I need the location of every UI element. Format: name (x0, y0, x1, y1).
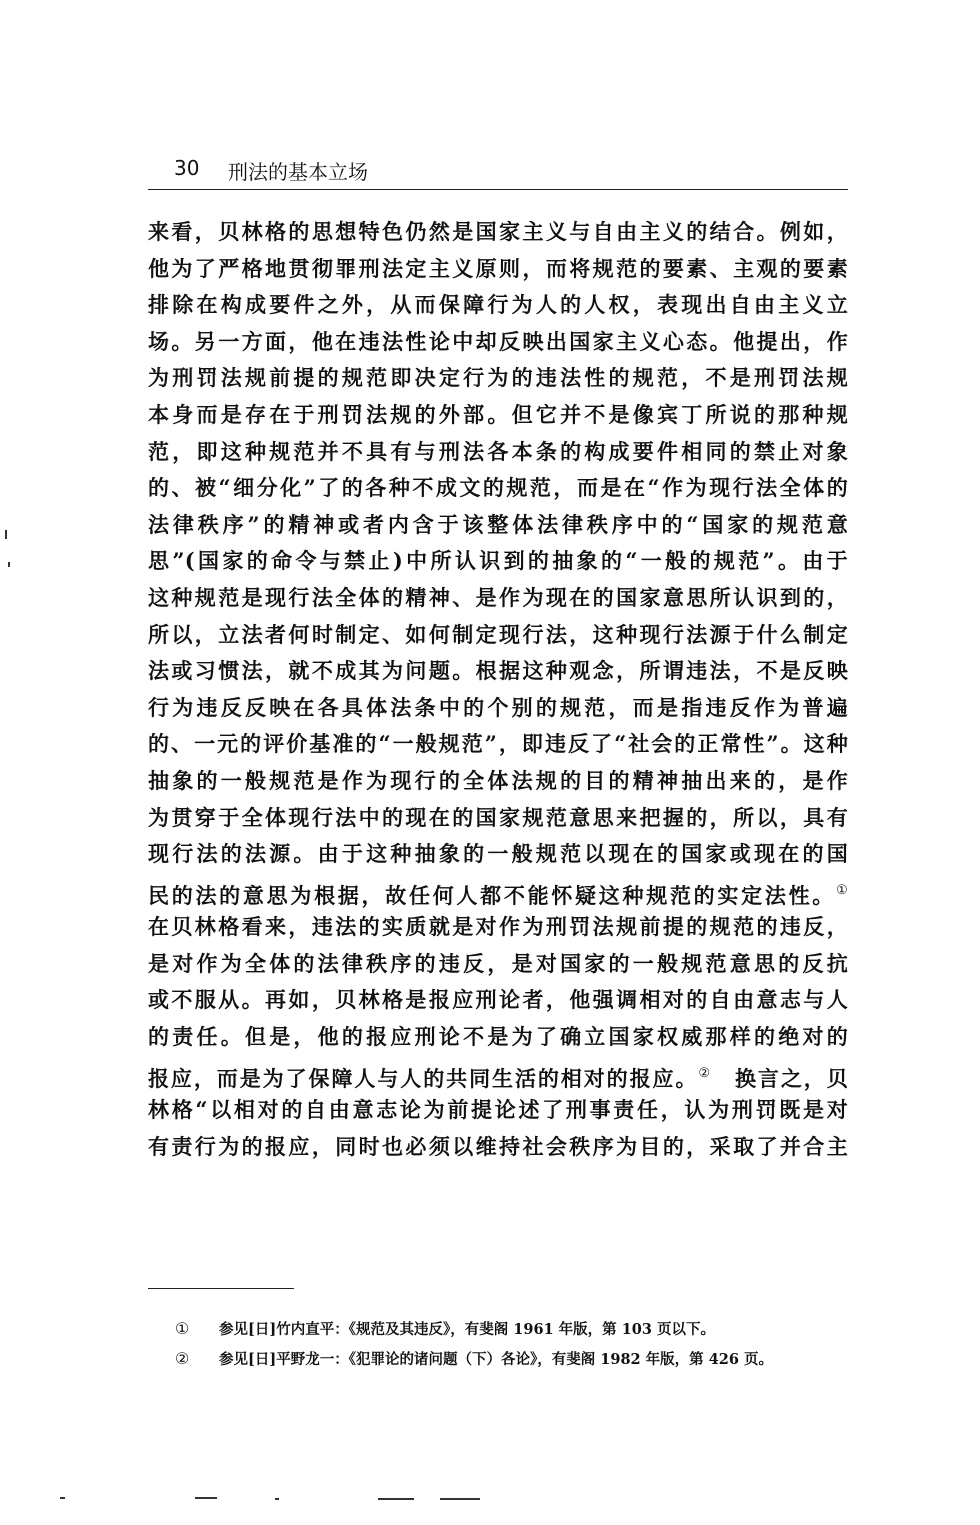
text-line-with-footnote (148, 1056, 848, 1093)
footnote-1 (175, 1314, 855, 1344)
text-line: 本身而是存在于刑罚法规的外部。但它并不是像宾丁所说的那种规 (148, 401, 848, 427)
scan-speck (275, 1498, 279, 1500)
text-line: 场。另一方面，他在违法性论中却反映出国家主义心态。他提出，作 (148, 328, 848, 354)
scan-speck (195, 1497, 217, 1499)
text-line: 这种规范是现行法全体的精神、是作为现在的国家意思所认识到的， (148, 584, 848, 610)
text-line: 法律秩序”的精神或者内含于该整体法律秩序中的“国家的规范意 (148, 511, 848, 537)
footnote-rule (148, 1288, 294, 1289)
scan-speck (440, 1498, 480, 1500)
text-line: 在贝林格看来，违法的实质就是对作为刑罚法规前提的规范的违反， (148, 914, 848, 940)
text-line: 行为违反反映在各具体法条中的个别的规范，而是指违反作为普遍 (148, 694, 848, 720)
text-line: 林格“以相对的自由意志论为前提论述了刑事责任，认为刑罚既是对 (148, 1097, 848, 1123)
text-line: 所以，立法者何时制定、如何制定现行法，这种现行法源于什么制定 (148, 621, 848, 647)
text-line: 法或习惯法，就不成其为问题。根据这种观念，所谓违法，不是反映 (148, 658, 848, 684)
text-line: 思”(国家的命令与禁止)中所认识到的抽象的“一般的规范”。由于 (148, 548, 848, 574)
footnote-mark: ② (175, 1349, 190, 1368)
text-segment: 换言之，贝 (733, 1065, 848, 1091)
scan-speck (8, 562, 10, 567)
text-line: 现行法的法源。由于这种抽象的一般规范以现在的国家或现在的国 (148, 841, 848, 867)
footnote-text: 参见[日]竹内直平：《规范及其违反》，有斐阁 1961 年版，第 103 页以下。 (219, 1321, 716, 1338)
page-number: 30 (174, 156, 200, 180)
text-line-with-footnote (148, 873, 848, 910)
text-segment: 民的法的意思为根据，故任何人都不能怀疑这种规范的实定法性。 (148, 882, 837, 908)
text-line: 为刑罚法规前提的规范即决定行为的违法性的规范，不是刑罚法规 (148, 365, 848, 391)
scan-speck (378, 1498, 414, 1500)
text-line: 是对作为全体的法律秩序的违反，是对国家的一般规范意思的反抗 (148, 950, 848, 976)
footnote-2 (175, 1344, 855, 1374)
footnotes (175, 1314, 855, 1374)
text-line: 的责任。但是，他的报应刑论不是为了确立国家权威那样的绝对的 (148, 1024, 848, 1050)
text-line: 抽象的一般规范是作为现行的全体法规的目的精神抽出来的，是作 (148, 767, 848, 793)
scan-speck (5, 530, 7, 539)
text-line: 排除在构成要件之外，从而保障行为人的人权，表现出自由主义立 (148, 292, 848, 318)
header-rule (148, 189, 848, 190)
text-line: 有责行为的报应，同时也必须以维持社会秩序为目的，采取了并合主 (148, 1133, 848, 1159)
footnote-text: 参见[日]平野龙一：《犯罪论的诸问题（下）各论》，有斐阁 1982 年版，第 426 页。 (219, 1351, 774, 1368)
scan-speck (60, 1497, 65, 1499)
footnote-ref-1[interactable]: ① (836, 882, 848, 898)
text-line: 的、被“细分化”了的各种不成文的规范，而是在“作为现行法全体的 (148, 475, 848, 501)
text-line: 或不服从。再如，贝林格是报应刑论者，他强调相对的自由意志与人 (148, 987, 848, 1013)
text-segment: 报应，而是为了保障人与人的共同生活的相对的报应。 (148, 1065, 699, 1091)
text-line: 的、一元的评价基准的“一般规范”，即违反了“社会的正常性”。这种 (148, 731, 848, 757)
footnote-mark: ① (175, 1319, 190, 1338)
body-text (148, 214, 848, 1165)
footnote-ref-2[interactable]: ② (698, 1065, 713, 1081)
book-title: 刑法的基本立场 (228, 160, 368, 184)
running-header (148, 156, 848, 186)
text-line: 他为了严格地贯彻罪刑法定主义原则，而将规范的要素、主观的要素 (148, 255, 848, 281)
text-line: 来看，贝林格的思想特色仍然是国家主义与自由主义的结合。例如， (148, 219, 848, 244)
text-line: 范，即这种规范并不具有与刑法各本条的构成要件相同的禁止对象 (148, 438, 848, 464)
text-line: 为贯穿于全体现行法中的现在的国家规范意思来把握的，所以，具有 (148, 804, 848, 830)
